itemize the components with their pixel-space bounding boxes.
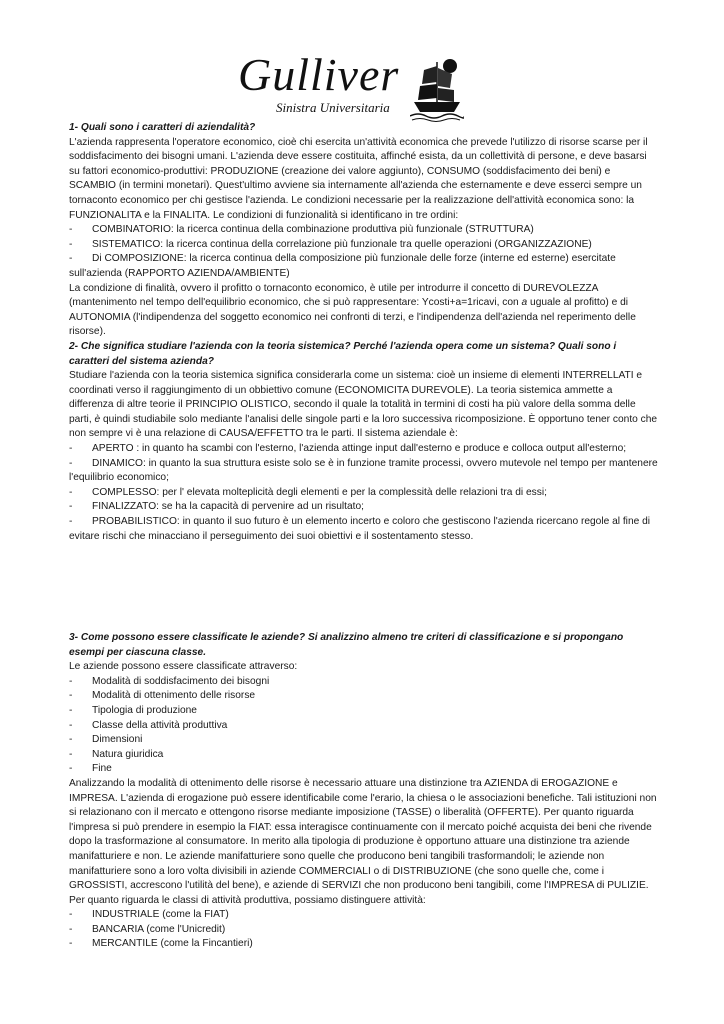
logo-subtitle: Sinistra Universitaria [276, 100, 390, 115]
list-item: - Tipologia di produzione [69, 704, 659, 719]
paragraph-text: La condizione di finalità, ovvero il profitto o tornaconto economico, è utile per introdurre il concetto di DUREVOLEZZA (mantenimento nel tempo dell'equilibrio economico, che si può rappresentare: Ycosti+a=1ricavi, con [69, 282, 598, 309]
header [0, 24, 724, 115]
list-item: - PROBABILISTICO: in quanto il suo futuro è un elemento incerto e coloro che gestiscono l'azienda ricercano regole al fine di evitare rischi che minacciano il perseguimento dei suoi obiettivi e il sostentamento stesso. [69, 516, 651, 542]
italic-text: a [521, 297, 528, 309]
paragraph-text: quindi studiabile solo mediante l'analisi delle singole parti e la loro successiva ricomposizione. È opportuno tener conto che non sempre vi è una relazione di CAUSA/EFFETTO tra le parti. Il sistema aziendale è: [69, 413, 658, 440]
paragraph-text: Studiare l'azienda con la teoria sistemica significa considerarla come un sistema: cioè un insieme di elementi INTERRELLATI e coordinati verso il raggiungimento di un obbiettivo comune (ECONOMICITA DUREVOLE). La teoria sistemica ammette a differenza di altre teorie il PRINCIPIO OLISTICO, secondo il quale la totalità in termini di costi ha più valore della somma delle parti, [69, 370, 643, 425]
list-item: - MERCANTILE (come la Fincantieri) [69, 937, 659, 952]
paragraph: Per quanto riguarda le classi di attività produttiva, possiamo distinguere attività: [69, 894, 426, 906]
paragraph [69, 369, 659, 442]
list-item: - Classe della attività produttiva [69, 719, 659, 734]
paragraph-text: uguale al profitto) e di AUTONOMIA (l'indipendenza del soggetto economico nei confronti di terzi, e l'indipendenza dell'azienda nel reperimento delle risorse). [69, 297, 636, 338]
list-item: - Di COMPOSIZIONE: la ricerca continua della composizione più funzionale delle forze (interne ed esterne) esercitate sull'azienda (RAPPORTO AZIENDA/AMBIENTE) [69, 253, 616, 279]
logo-title: Gulliver [238, 49, 400, 100]
list-item: - Modalità di soddisfacimento dei bisogni [69, 675, 659, 690]
list-item: - Dimensioni [69, 733, 659, 748]
document-body-bottom [69, 631, 659, 952]
list-item-text: DINAMICO: in quanto la sua struttura esiste solo se è in funzione tramite processi, ovvero mutevole nel tempo per mantenere l'equilibrio economico; [69, 457, 658, 484]
list-item-text: PROBABILISTICO: in quanto il suo futuro è un elemento incerto e coloro che gestiscono l'azienda ricercano regole al fine di evitare rischi che minacciano il perseguimento dei suoi obiettivi e il sostentamento stesso. [69, 516, 651, 542]
list-item: - SISTEMATICO: la ricerca continua della correlazione più funzionale tra quelle operazioni (ORGANIZZAZIONE) [69, 238, 659, 253]
ship-icon [410, 56, 464, 122]
list-item: - Natura giuridica [69, 748, 659, 763]
list-item: - BANCARIA (come l'Unicredit) [69, 923, 659, 938]
list-item: - DINAMICO: in quanto la sua struttura esiste solo se è in funzione tramite processi, ovvero mutevole nel tempo per mantenere l'equilibrio economico; [69, 457, 658, 484]
list-item: - INDUSTRIALE (come la FIAT) [69, 908, 659, 923]
question-2: 2- Che significa studiare l'azienda con la teoria sistemica? Perché l'azienda opera come un sistema? Quali sono i caratteri del sistema azienda? [69, 340, 617, 367]
question-1: 1- Quali sono i caratteri di aziendalità? [69, 122, 256, 133]
list-item: - Modalità di ottenimento delle risorse [69, 689, 659, 704]
paragraph [69, 282, 659, 340]
list-item: - APERTO : in quanto ha scambi con l'esterno, l'azienda attinge input dall'esterno e produce e colloca output all'esterno; [69, 442, 659, 457]
italic-text: è [94, 413, 101, 425]
list-item: - COMPLESSO: per l' elevata molteplicità degli elementi e per la complessità delle relazioni tra di essi; [69, 486, 659, 501]
list-item-text: Di COMPOSIZIONE: la ricerca continua della composizione più funzionale delle forze (interne ed esterne) esercitate sull'azienda (RAPPORTO AZIENDA/AMBIENTE) [69, 253, 616, 279]
paragraph: L'azienda rappresenta l'operatore economico, cioè chi esercita un'attività economica che prevede l'utilizzo di risorse scarse per il soddisfacimento dei bisogni umani. L'azienda deve essere costituita, affinché esista, da un collettività di persone, e deve basarsi su fattori economico-produttivi: PRODUZIONE (creazione dei valore aggiunto), CONSUMO (soddisfacimento dei beni) e SCAMBIO (in termini monetari). Quest'ultimo avviene sia internamente all'azienda che esternamente e deve esserci sempre un tornaconto economico per chi gestisce l'azienda. Le condizioni necessarie per la realizzazione dell'attività economica sono: la FUNZIONALITA e la FINALITA. Le condizioni di funzionalità si identificano in tre ordini: [69, 136, 648, 221]
list-item: - COMBINATORIO: la ricerca continua della combinazione produttiva più funzionale (STRUTTURA) [69, 223, 659, 238]
document-body-top [69, 121, 659, 544]
question-3: 3- Come possono essere classificate le aziende? Si analizzino almeno tre criteri di classificazione e si propongano esempi per ciascuna classe. [69, 632, 624, 658]
list-item: - FINALIZZATO: se ha la capacità di pervenire ad un risultato; [69, 500, 659, 515]
paragraph: Le aziende possono essere classificate attraverso: [69, 661, 298, 673]
list-item: - Fine [69, 762, 659, 777]
paragraph: Analizzando la modalità di ottenimento delle risorse è necessario attuare una distinzione tra AZIENDA di EROGAZIONE e IMPRESA. L'azienda di erogazione può essere identificabile come l'erario, la chiesa o le associazioni benefiche. Tali istituzioni non si relazionano con il mercato e ottengono risorse mediante imposizione (TASSE) o liberalità (OFFERTE). Per quanto riguarda l'impresa si può prendere in esempio la FIAT: essa interagisce continuamente con il mercato poiché acquista dei beni che rivende dopo la trasformazione al consumatore. In merito alla tipologia di produzione è opportuno attuare una distinzione tra aziende manifatturiere e non. Le aziende manifatturiere sono quelle che producono beni tangibili trasformandoli; le aziende non manifatturiere sono a loro volta divisibili in aziende COMMERCIALI o di DISTRIBUZIONE (che sono quelle che, come i GROSSISTI, accrescono l'utilità del bene), e aziende di SERVIZI che non producono beni tangibili, come l'IMPRESA di PULIZIE. [69, 777, 657, 892]
